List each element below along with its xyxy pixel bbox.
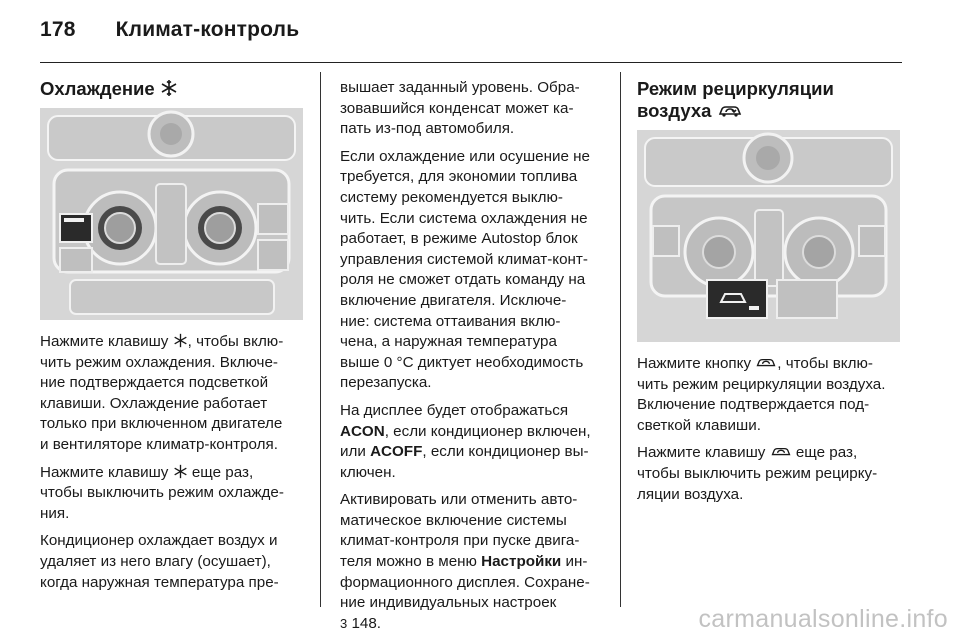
snowflake-icon: [173, 333, 188, 348]
section-heading-cooling: Охлаждение: [40, 78, 305, 100]
climate-panel-illustration: [40, 108, 303, 320]
paragraph-cooling-off: Нажмите клавишу еще раз, чтобы выключить режим охлажде- ния.: [40, 463, 284, 522]
acoff-label: ACOFF: [370, 443, 423, 461]
climate-panel-illustration-2: [637, 130, 900, 342]
column-divider-1: [320, 72, 321, 607]
column-divider-2: [620, 72, 621, 607]
car-recirculation-icon: [717, 103, 743, 119]
left-column: [40, 78, 305, 600]
paragraph-cooling-on: Нажмите клавишу , чтобы вклю- чить режим охлаждения. Включе- ние подтверждается подсветкой клавиши. Охлаждение работает только при включенном двигателе и вентиляторе климатр-контроля.: [40, 333, 284, 453]
car-recirculation-icon: [755, 356, 777, 370]
paragraph-settings: Активировать или отменить авто- матическое включение системы климат-контроля при пуске двига- теля можно в меню Настройки ин- формационного дисплея. Сохране- ние индивидуальных настроек 3 148.: [340, 491, 590, 632]
paragraph-recirculation-off: Нажмите клавишу еще раз, чтобы выключить режим рецирку- ляции воздуха.: [637, 444, 878, 503]
watermark: carmanualsonline.info: [698, 605, 948, 633]
paragraph-ac-function: Кондиционер охлаждает воздух и удаляет из него влагу (осушает), когда наружная температура пре-: [40, 532, 279, 591]
snowflake-icon: [173, 464, 188, 479]
middle-column: [340, 78, 608, 641]
page-reference[interactable]: 3 148.: [340, 614, 382, 632]
paragraph-autostop: Если охлаждение или осушение не требуется, для экономии топлива систему рекомендуется выклю- чить. Если система охлаждения не работает, в режиме Autostop блок управления системой климат-конт- роля не сможет отдать команду на включение двигателя. Исключе- ние: система оттаивания вклю- чена, а наружная температура выше 0 °C диктует необходимость перезапуска.: [340, 147, 590, 392]
snowflake-icon: [160, 79, 178, 97]
acon-label: ACON: [340, 422, 385, 440]
settings-menu-label: Настройки: [481, 553, 562, 571]
paragraph-display-status: На дисплее будет отображаться ACON, если кондиционер включен, или ACOFF, если кондиционер вы- ключен.: [340, 401, 591, 481]
climate-panel-figure-cooling: [40, 108, 303, 320]
arrow-reference-icon: 3: [340, 615, 348, 631]
right-column: [637, 78, 905, 512]
climate-panel-figure-recirculation: [637, 130, 900, 342]
section-heading-recirculation: Режим рециркуляции воздуха: [637, 78, 834, 121]
page-number: 178: [40, 18, 76, 41]
page-header: [40, 18, 299, 42]
paragraph-condensate: вышает заданный уровень. Обра- зовавшийся конденсат может ка- пать из-под автомобиля.: [340, 79, 580, 138]
page-title: Климат-контроль: [115, 18, 300, 41]
car-recirculation-icon: [770, 445, 792, 459]
paragraph-recirculation-on: Нажмите кнопку , чтобы вклю- чить режим рециркуляции воздуха. Включение подтверждается под- светкой клавиши.: [637, 355, 886, 434]
header-rule: [40, 62, 902, 63]
